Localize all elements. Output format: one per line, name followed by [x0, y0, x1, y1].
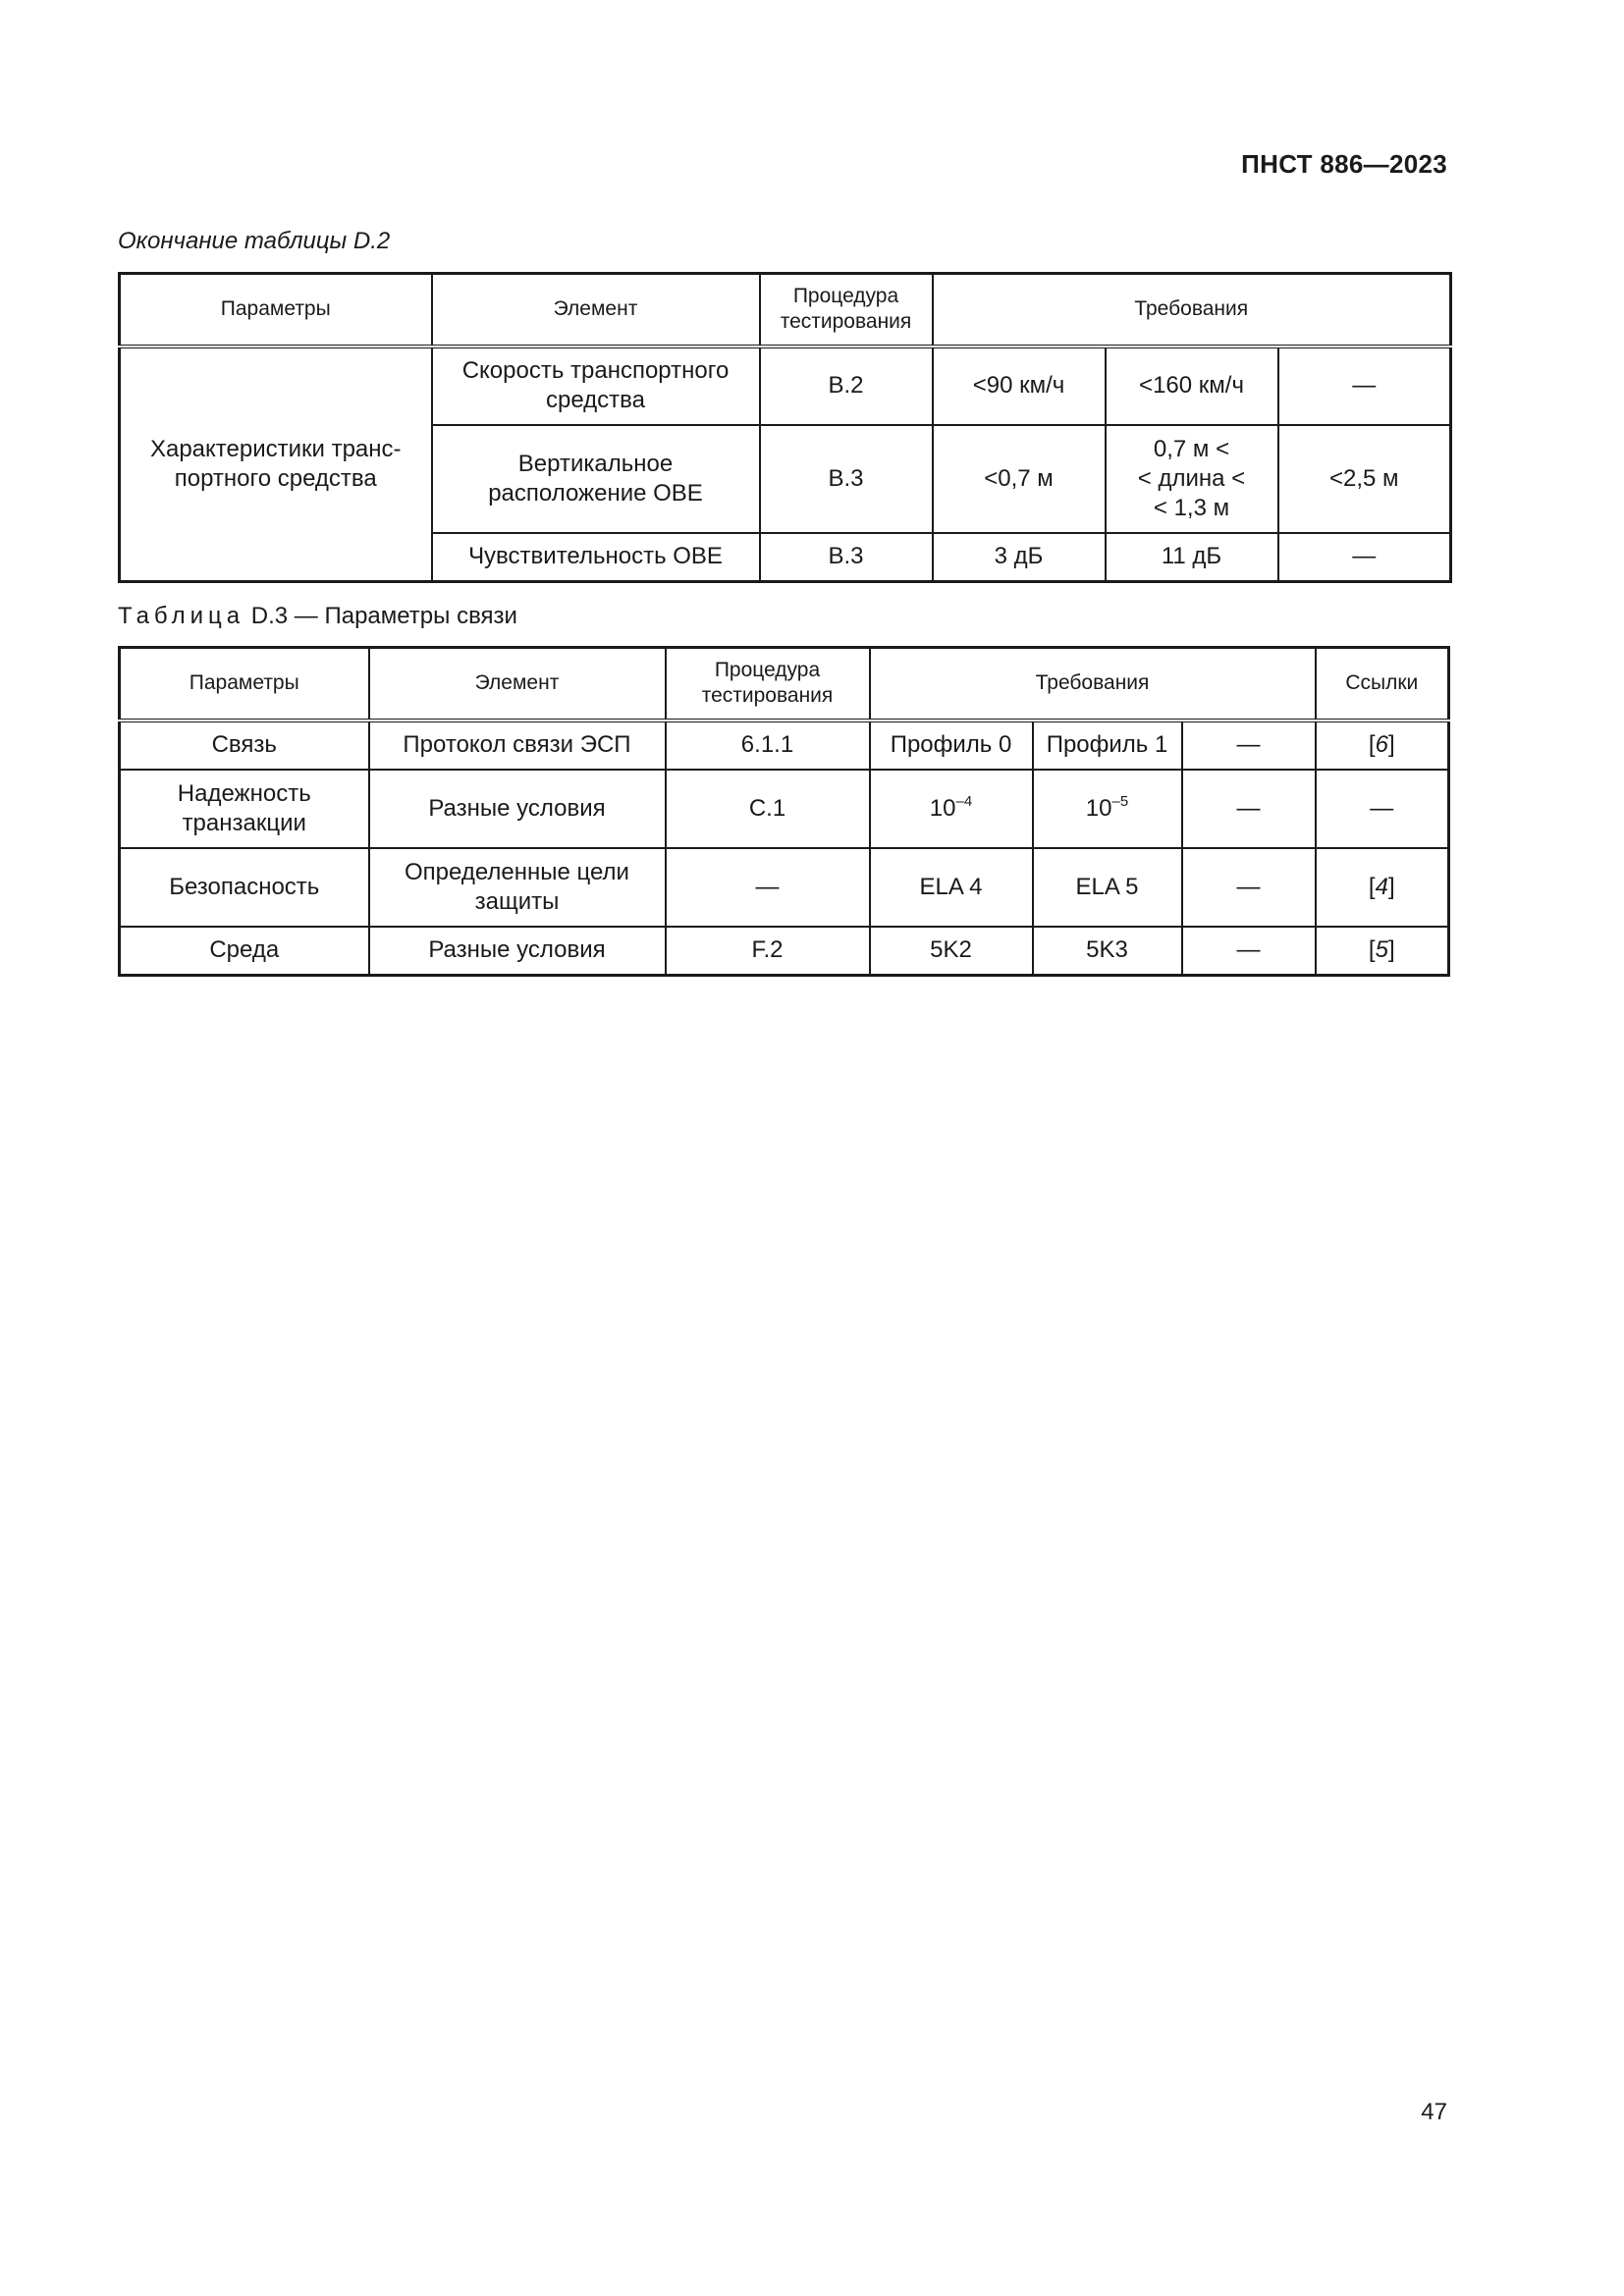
cell-element: Определенные цели защиты	[369, 848, 666, 927]
cell-requirement-2: 5K3	[1033, 927, 1182, 976]
cell-requirement-1: <0,7 м	[933, 425, 1106, 533]
cell-requirement-1	[870, 770, 1033, 848]
cell-procedure: B.3	[760, 425, 933, 533]
cell-element: Вертикальное расположение OBE	[432, 425, 760, 533]
caption-title: D.3 — Параметры связи	[250, 603, 517, 629]
cell-requirement-2: ELA 5	[1033, 848, 1182, 927]
cell-requirement-3: <2,5 м	[1278, 425, 1451, 533]
cell-element: Чувствительность OBE	[432, 533, 760, 582]
cell-procedure: B.3	[760, 533, 933, 582]
requirement-line: 0,7 м <	[1153, 435, 1230, 462]
cell-requirement-2: <160 км/ч	[1106, 347, 1278, 425]
cell-procedure: —	[666, 848, 870, 927]
table-d3-caption	[118, 603, 517, 630]
table-header-row	[120, 274, 1451, 347]
value-base: 10	[929, 794, 956, 822]
cell-requirement-2: Профиль 1	[1033, 721, 1182, 770]
reference-number: 6	[1375, 731, 1388, 758]
cell-parameter: Среда	[120, 927, 369, 976]
header-test-procedure: Процедура тестирования	[760, 274, 933, 347]
table-row	[120, 848, 1449, 927]
cell-requirement-2	[1033, 770, 1182, 848]
value-exponent: –4	[955, 792, 973, 810]
header-test-procedure: Процедура тестирования	[666, 648, 870, 721]
page-number: 47	[1421, 2099, 1447, 2125]
cell-requirement-1: Профиль 0	[870, 721, 1033, 770]
requirement-line: < 1,3 м	[1153, 494, 1230, 521]
cell-requirement-2	[1106, 425, 1278, 533]
header-element: Элемент	[369, 648, 666, 721]
requirement-line: < длина <	[1137, 464, 1246, 492]
cell-requirement-3: —	[1182, 721, 1316, 770]
header-references: Ссылки	[1316, 648, 1449, 721]
table-d3	[118, 646, 1450, 977]
cell-procedure: C.1	[666, 770, 870, 848]
header-parameters: Параметры	[120, 648, 369, 721]
cell-parameter: Безопасность	[120, 848, 369, 927]
cell-requirement-3: —	[1278, 347, 1451, 425]
cell-element: Разные условия	[369, 770, 666, 848]
cell-reference: [4]	[1316, 848, 1449, 927]
header-requirements: Требования	[933, 274, 1451, 347]
cell-element: Скорость транспортного средства	[432, 347, 760, 425]
cell-reference: —	[1316, 770, 1449, 848]
cell-procedure: F.2	[666, 927, 870, 976]
value-exponent: –5	[1111, 792, 1129, 810]
table-row	[120, 927, 1449, 976]
cell-parameter: Связь	[120, 721, 369, 770]
table-row	[120, 721, 1449, 770]
table-row	[120, 347, 1451, 425]
cell-element: Протокол связи ЭСП	[369, 721, 666, 770]
header-element: Элемент	[432, 274, 760, 347]
table-d2	[118, 272, 1452, 583]
cell-procedure: 6.1.1	[666, 721, 870, 770]
reference-number: 4	[1375, 873, 1388, 900]
cell-requirement-1: ELA 4	[870, 848, 1033, 927]
cell-reference: [5]	[1316, 927, 1449, 976]
cell-element: Разные условия	[369, 927, 666, 976]
table-row	[120, 770, 1449, 848]
cell-procedure: B.2	[760, 347, 933, 425]
caption-prefix: Таблица	[118, 603, 245, 629]
cell-requirement-3: —	[1182, 927, 1316, 976]
cell-requirement-3: —	[1278, 533, 1451, 582]
cell-requirement-1: 5K2	[870, 927, 1033, 976]
document-code: ПНСТ 886—2023	[1241, 149, 1447, 179]
header-parameters: Параметры	[120, 274, 432, 347]
cell-parameter: Надежность транзакции	[120, 770, 369, 848]
reference-number: 5	[1375, 936, 1388, 964]
header-requirements: Требования	[870, 648, 1316, 721]
table-header-row	[120, 648, 1449, 721]
table-d2-continuation-caption: Окончание таблицы D.2	[118, 228, 391, 254]
value-base: 10	[1085, 794, 1112, 822]
cell-parameter-group: Характеристики транс-портного средства	[120, 347, 432, 582]
cell-requirement-3: —	[1182, 770, 1316, 848]
cell-requirement-3: —	[1182, 848, 1316, 927]
cell-requirement-1: <90 км/ч	[933, 347, 1106, 425]
cell-requirement-1: 3 дБ	[933, 533, 1106, 582]
cell-requirement-2: 11 дБ	[1106, 533, 1278, 582]
cell-reference: [6]	[1316, 721, 1449, 770]
